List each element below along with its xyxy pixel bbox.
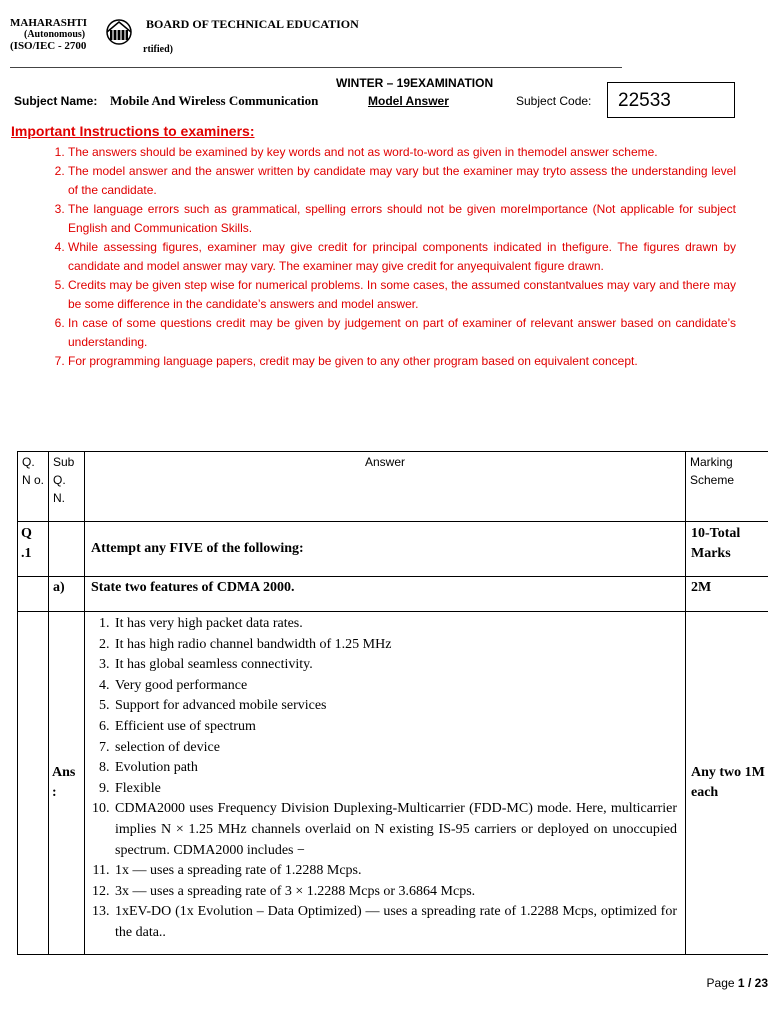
header-marking-scheme: Marking Scheme [686,452,768,522]
instructions-title: Important Instructions to examiners: [11,123,255,139]
header-answer: Answer [85,452,686,522]
org-line3: (ISO/IEC - 2700 [10,40,87,52]
answer-table [17,451,768,955]
header-qno: Q. N o. [18,452,49,522]
instruction-item: 2. The model answer and the answer written by candidate may vary but the examiner may tryto assess the understanding level of the candidate. [68,162,736,200]
instruction-item: 5. Credits may be given step wise for numerical problems. In some cases, the assumed constantvalues may vary and there may be some difference in the candidate’s answers and model answer. [68,276,736,314]
org-line2: (Autonomous) [24,29,86,40]
sub-question-number: a) [49,577,85,612]
empty-cell [18,612,49,955]
exam-title: WINTER – 19EXAMINATION [336,76,494,90]
model-answer-label: Model Answer [368,94,449,108]
answer-point: 5. Support for advanced mobile services [113,696,677,717]
answer-body [85,612,686,955]
answer-label: Ans : [49,612,85,955]
answer-point: 13. 1xEV-DO (1x Evolution – Data Optimized) — uses a spreading rate of 1.2288 Mcps, optimized for the data.. [113,902,677,943]
empty-cell [18,577,49,612]
total-marks: 10-Total Marks [686,522,768,577]
msbte-logo [102,18,136,46]
answer-marks: Any two 1M each [686,612,768,955]
answer-point: 9. Flexible [113,779,677,800]
table-row [18,577,768,612]
instruction-item: 4. While assessing figures, examiner may give credit for principal components indicated in thefigure. The figures drawn by candidate and model answer may vary. The examiner may give credit for anyequivalent figure drawn. [68,238,736,276]
instructions-list [42,143,736,371]
instruction-item: 6. In case of some questions credit may be given by judgement on part of examiner of relevant answer based on candidate’s understanding. [68,314,736,352]
board-name: BOARD OF TECHNICAL EDUCATION [146,17,359,31]
answer-point: 4. Very good performance [113,676,677,697]
header-subqno: Sub Q. N. [49,452,85,522]
subject-code: 22533 [607,82,735,118]
empty-cell [49,522,85,577]
org-line1: MAHARASHTI [10,17,88,29]
page-label: Page [706,976,735,990]
answer-point: 1. It has very high packet data rates. [113,614,677,635]
page-separator: / [747,976,752,990]
sub-question-text: State two features of CDMA 2000. [85,577,686,612]
subject-label: Subject Name: [14,94,98,108]
subject-code-label: Subject Code: [516,94,592,108]
answer-point: 7. selection of device [113,738,677,759]
answer-point: 8. Evolution path [113,758,677,779]
answer-point: 11. 1x — uses a spreading rate of 1.2288 Mcps. [113,861,677,882]
instruction-item: 1. The answers should be examined by key words and not as word-to-word as given in themodel answer scheme. [68,143,736,162]
org-name [10,17,100,52]
answer-points [85,612,685,944]
page-total: 23 [754,976,768,990]
table-header-row [18,452,768,522]
certified-text: rtified) [143,44,173,55]
header-divider [10,67,622,68]
table-row [18,522,768,577]
table-row [18,612,768,955]
question-prompt: Attempt any FIVE of the following: [85,522,686,577]
answer-point: 6. Efficient use of spectrum [113,717,677,738]
instruction-item: 3. The language errors such as grammatical, spelling errors should not be given moreImportance (Not applicable for subject English and Communication Skills. [68,200,736,238]
page-current: 1 [737,976,745,990]
instruction-item: 7. For programming language papers, credit may be given to any other program based on equivalent concept. [68,352,736,371]
answer-point: 2. It has high radio channel bandwidth of 1.25 MHz [113,635,677,656]
answer-point: 12. 3x — uses a spreading rate of 3 × 1.2288 Mcps or 3.6864 Mcps. [113,882,677,903]
page-number [707,976,768,990]
question-number: Q .1 [18,522,49,577]
answer-point: 10. CDMA2000 uses Frequency Division Duplexing-Multicarrier (FDD-MC) mode. Here, multicarrier implies N × 1.25 MHz channels overlaid on N existing IS-95 carriers or deployed on unoccupied spectrum. CDMA2000 includes − [113,799,677,861]
subject-name: Mobile And Wireless Communication [110,93,319,108]
answer-point: 3. It has global seamless connectivity. [113,655,677,676]
sub-question-marks: 2M [686,577,768,612]
